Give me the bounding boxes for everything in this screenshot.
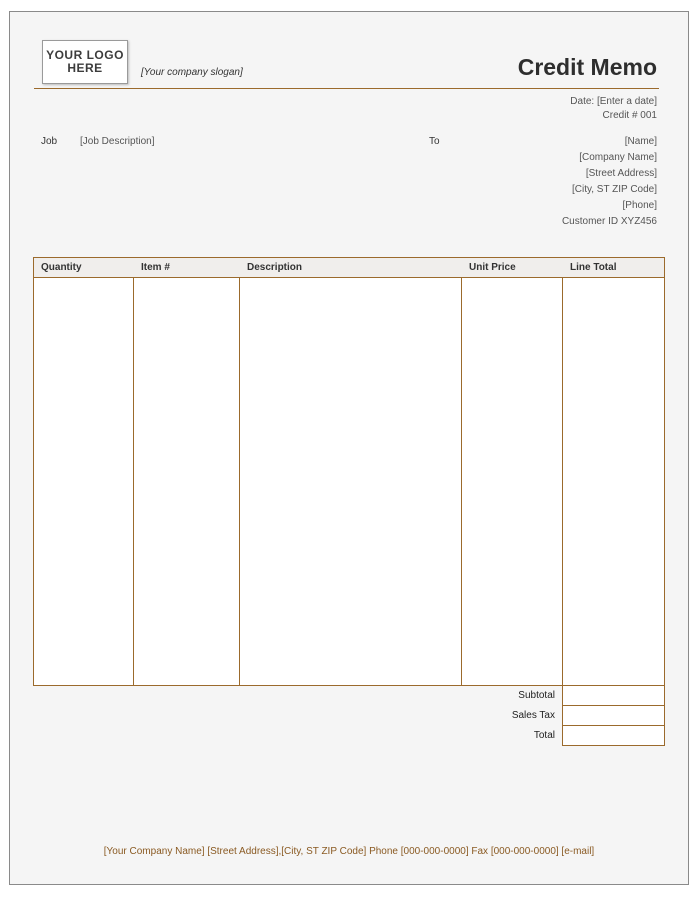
recipient-phone: [Phone] <box>622 200 657 211</box>
column-divider <box>133 277 134 685</box>
header-divider <box>34 88 659 89</box>
company-slogan: [Your company slogan] <box>141 67 243 78</box>
column-divider <box>239 277 240 685</box>
line-items-table <box>33 257 665 686</box>
subtotal-label: Subtotal <box>518 690 555 701</box>
recipient-company: [Company Name] <box>579 152 657 163</box>
recipient-street: [Street Address] <box>585 168 657 179</box>
document-page <box>9 11 689 885</box>
column-header-quantity: Quantity <box>41 262 82 273</box>
total-value-cell <box>562 726 665 746</box>
document-title: Credit Memo <box>517 54 657 80</box>
sales-tax-label: Sales Tax <box>511 710 555 721</box>
column-header-item-number: Item # <box>141 262 170 273</box>
company-logo <box>42 40 128 84</box>
company-footer: [Your Company Name] [Street Address],[City, ST ZIP Code] Phone [000-000-0000] Fax [000-000-0000] [e-mail] <box>103 846 595 857</box>
logo-text: YOUR LOGO HERE <box>46 48 124 75</box>
column-header-line-total: Line Total <box>570 262 617 273</box>
job-label: Job <box>41 136 58 147</box>
credit-number: Credit # 001 <box>602 110 657 121</box>
column-header-unit-price: Unit Price <box>469 262 516 273</box>
job-description: [Job Description] <box>80 136 155 147</box>
date-field: Date: [Enter a date] <box>570 96 657 107</box>
total-label: Total <box>533 730 555 741</box>
column-divider <box>562 277 563 685</box>
recipient-name: [Name] <box>624 136 657 147</box>
recipient-city: [City, ST ZIP Code] <box>571 184 657 195</box>
sales-tax-value-cell <box>562 706 665 726</box>
customer-id: Customer ID XYZ456 <box>561 216 657 227</box>
table-header <box>34 258 664 278</box>
column-divider <box>461 277 462 685</box>
subtotal-value-cell <box>562 686 665 706</box>
to-label: To <box>429 136 440 147</box>
column-header-description: Description <box>247 262 303 273</box>
